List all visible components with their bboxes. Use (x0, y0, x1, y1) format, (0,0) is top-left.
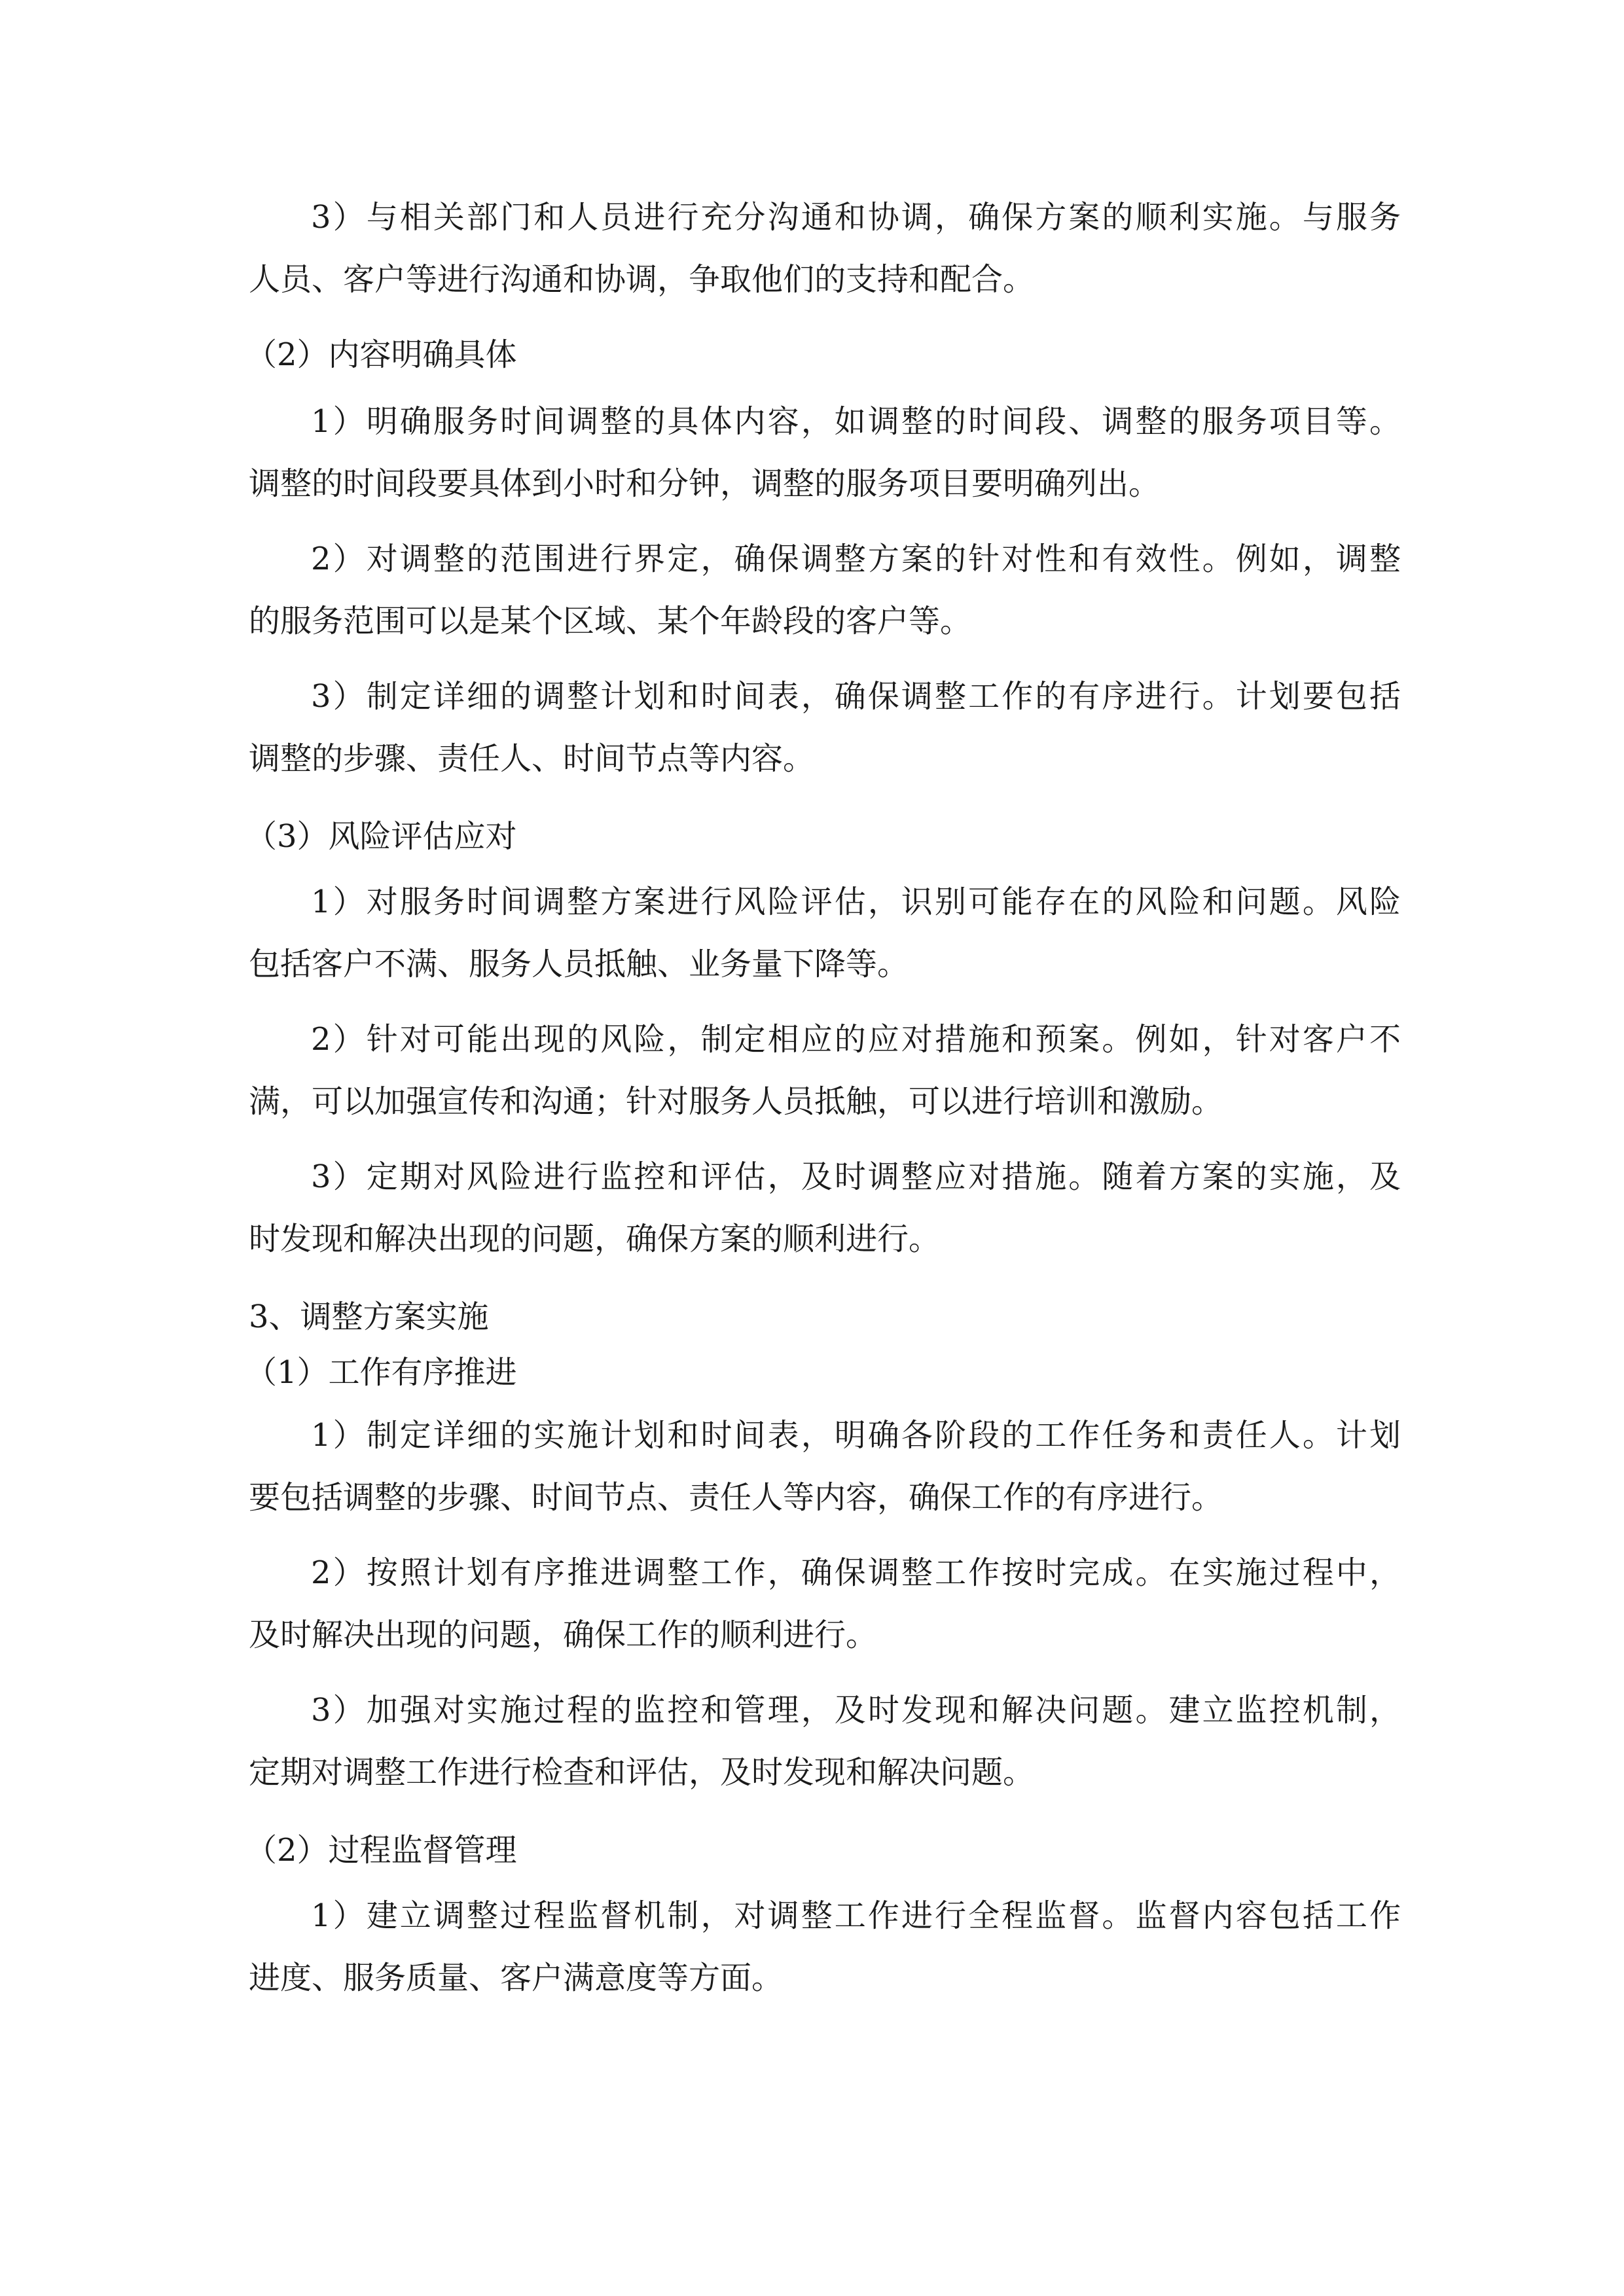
paragraph-line: 3）与相关部门和人员进行充分沟通和协调，确保方案的顺利实施。与服务 (311, 199, 1401, 236)
paragraph-line: 2）对调整的范围进行界定，确保调整方案的针对性和有效性。例如，调整 (311, 541, 1401, 577)
paragraph-line: 人员、客户等进行沟通和协调，争取他们的支持和配合。 (249, 261, 1035, 298)
paragraph-line: 1）建立调整过程监督机制，对调整工作进行全程监督。监督内容包括工作 (311, 1897, 1401, 1934)
paragraph-line: 调整的时间段要具体到小时和分钟，调整的服务项目要明确列出。 (249, 465, 1161, 502)
section-heading: 3、调整方案实施 (249, 1299, 489, 1335)
paragraph-line: 1）对服务时间调整方案进行风险评估，识别可能存在的风险和问题。风险 (311, 884, 1401, 920)
paragraph-line: 的服务范围可以是某个区域、某个年龄段的客户等。 (249, 603, 972, 639)
paragraph-line: 3）定期对风险进行监控和评估，及时调整应对措施。随着方案的实施，及 (311, 1158, 1401, 1195)
subheading: （2）过程监督管理 (245, 1832, 517, 1869)
paragraph-line: 2）按照计划有序推进调整工作，确保调整工作按时完成。在实施过程中， (311, 1554, 1401, 1591)
paragraph-line: 定期对调整工作进行检查和评估，及时发现和解决问题。 (249, 1754, 1035, 1791)
paragraph-line: 调整的步骤、责任人、时间节点等内容。 (249, 740, 815, 777)
paragraph-line: 包括客户不满、服务人员抵触、业务量下降等。 (249, 946, 909, 982)
paragraph-line: 1）制定详细的实施计划和时间表，明确各阶段的工作任务和责任人。计划 (311, 1417, 1401, 1454)
paragraph-line: 3）加强对实施过程的监控和管理，及时发现和解决问题。建立监控机制， (311, 1692, 1401, 1729)
paragraph-line: 1）明确服务时间调整的具体内容，如调整的时间段、调整的服务项目等。 (311, 403, 1401, 440)
paragraph-line: 时发现和解决出现的问题，确保方案的顺利进行。 (249, 1221, 941, 1257)
paragraph-line: 3）制定详细的调整计划和时间表，确保调整工作的有序进行。计划要包括 (311, 678, 1401, 715)
paragraph-line: 进度、服务质量、客户满意度等方面。 (249, 1960, 784, 1996)
paragraph-line: 满，可以加强宣传和沟通；针对服务人员抵触，可以进行培训和激励。 (249, 1083, 1223, 1120)
paragraph-line: 及时解决出现的问题，确保工作的顺利进行。 (249, 1617, 878, 1653)
subheading: （2）内容明确具体 (245, 336, 517, 373)
paragraph-line: 2）针对可能出现的风险，制定相应的应对措施和预案。例如，针对客户不 (311, 1021, 1401, 1058)
paragraph-line: 要包括调整的步骤、时间节点、责任人等内容，确保工作的有序进行。 (249, 1479, 1223, 1516)
subheading: （3）风险评估应对 (245, 818, 517, 855)
subheading: （1）工作有序推进 (245, 1354, 517, 1391)
